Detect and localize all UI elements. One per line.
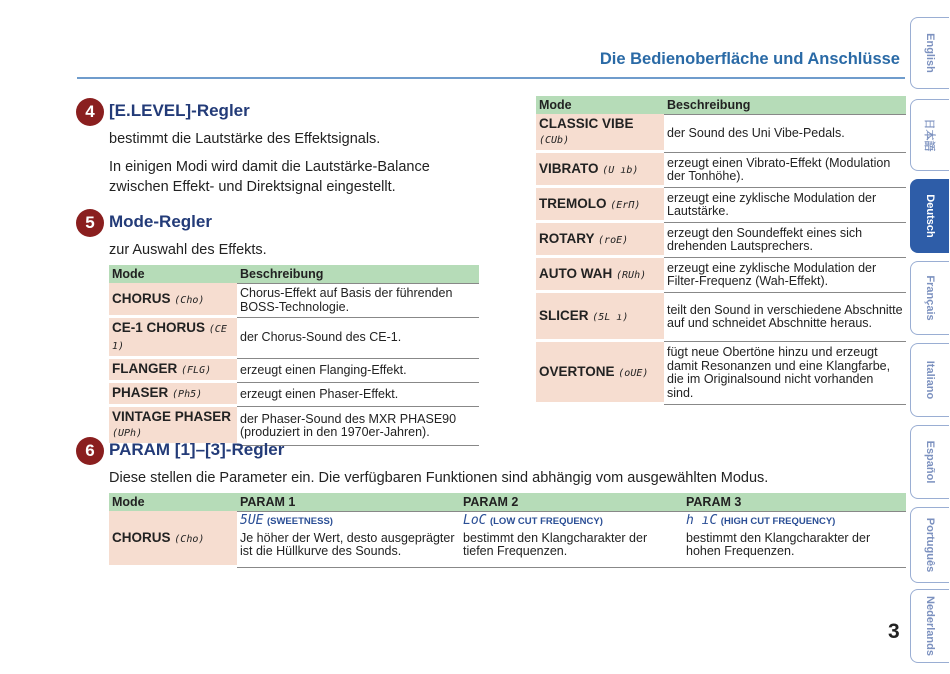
column-header-mode: Mode: [109, 493, 237, 511]
mode-name-cell: CHORUS (Cho): [109, 511, 237, 568]
section-title-mode: Mode-Regler: [109, 212, 212, 231]
section-title-param: PARAM [1]–[3]-Regler: [109, 440, 285, 459]
param-table: [109, 493, 906, 568]
column-header-mode: Mode: [109, 265, 237, 283]
mode-description-cell: erzeugt eine zyklische Modulation der Lautstärke.: [664, 188, 906, 223]
mode-name-cell: FLANGER (FLG): [109, 359, 237, 383]
mode-name-cell: PHASER (Ph5): [109, 383, 237, 407]
column-header-param2: PARAM 2: [460, 493, 683, 511]
mode-description-cell: Chorus-Effekt auf Basis der führenden BOSS-Technologie.: [237, 283, 479, 318]
mode-description-cell: der Phaser-Sound des MXR PHASE90 (produziert in den 1970er-Jahren).: [237, 407, 479, 446]
mode-table-right: [536, 96, 906, 405]
column-header-param1: PARAM 1: [237, 493, 460, 511]
table-row: [536, 114, 906, 153]
table-row: [536, 223, 906, 258]
section-number-badge: 6: [76, 437, 104, 465]
tab-nederlands[interactable]: Nederlands: [910, 589, 949, 663]
mode-intro: zur Auswahl des Effekts.: [109, 242, 267, 258]
mode-description-cell: erzeugt einen Vibrato-Effekt (Modulation der Tonhöhe).: [664, 153, 906, 188]
mode-name-cell: OVERTONE (oUE): [536, 342, 664, 405]
table-row: [109, 511, 906, 568]
mode-description-cell: teilt den Sound in verschiedene Abschnitte auf und schneidet Abschnitte heraus.: [664, 293, 906, 342]
page-header-title: Die Bedienoberfläche und Anschlüsse: [599, 50, 900, 68]
header-divider: [77, 77, 905, 79]
param2-cell: LoC (LOW CUT FREQUENCY) bestimmt den Klangcharakter der tiefen Frequenzen.: [460, 511, 683, 568]
mode-name-cell: SLICER (5L ı): [536, 293, 664, 342]
mode-description-cell: der Sound des Uni Vibe-Pedals.: [664, 114, 906, 153]
mode-name-cell: CE-1 CHORUS (CE 1): [109, 318, 237, 359]
mode-description-cell: erzeugt einen Flanging-Effekt.: [237, 359, 479, 383]
mode-description-cell: fügt neue Obertöne hinzu und erzeugt damit Resonanzen und eine Klangfarbe, die im Originalsound nicht vorhanden sind.: [664, 342, 906, 405]
mode-description-cell: erzeugt einen Phaser-Effekt.: [237, 383, 479, 407]
tab-francais[interactable]: Français: [910, 261, 949, 335]
tab-deutsch[interactable]: Deutsch: [910, 179, 949, 253]
table-row: [536, 188, 906, 223]
elevel-note-line2: zwischen Effekt- und Direktsignal eingestellt.: [109, 179, 396, 195]
mode-description-cell: der Chorus-Sound des CE-1.: [237, 318, 479, 359]
table-row: [536, 153, 906, 188]
table-row: [109, 318, 479, 359]
column-header-description: Beschreibung: [664, 96, 906, 114]
column-header-param3: PARAM 3: [683, 493, 906, 511]
mode-name-cell: TREMOLO (ErП): [536, 188, 664, 223]
page-number: 3: [888, 620, 900, 643]
elevel-description: bestimmt die Lautstärke des Effektsignals.: [109, 131, 381, 147]
mode-table-left: [109, 265, 479, 446]
mode-name-cell: AUTO WAH (RUh): [536, 258, 664, 293]
tab-portugues[interactable]: Português: [910, 507, 949, 583]
section-number-badge: 4: [76, 98, 104, 126]
param-intro: Diese stellen die Parameter ein. Die verfügbaren Funktionen sind abhängig vom ausgewählten Modus.: [109, 470, 769, 486]
table-row: [536, 258, 906, 293]
table-row: [536, 293, 906, 342]
column-header-mode: Mode: [536, 96, 664, 114]
section-number-badge: 5: [76, 209, 104, 237]
mode-name-cell: ROTARY (roE): [536, 223, 664, 258]
mode-name-cell: VIBRATO (U ıb): [536, 153, 664, 188]
mode-name-cell: VINTAGE PHASER (UPh): [109, 407, 237, 446]
table-row: [536, 342, 906, 405]
table-row: [109, 283, 479, 318]
tab-italiano[interactable]: Italiano: [910, 343, 949, 417]
mode-name-cell: CHORUS (Cho): [109, 283, 237, 318]
table-row: [109, 359, 479, 383]
section-title-elevel: [E.LEVEL]-Regler: [109, 101, 250, 120]
table-row: [109, 383, 479, 407]
tab-english[interactable]: English: [910, 17, 949, 89]
tab-espanol[interactable]: Español: [910, 425, 949, 499]
column-header-description: Beschreibung: [237, 265, 479, 283]
param3-cell: h ıC (HIGH CUT FREQUENCY) bestimmt den Klangcharakter der hohen Frequenzen.: [683, 511, 906, 568]
param1-cell: 5UE (SWEETNESS) Je höher der Wert, desto ausgeprägter ist die Hüllkurve des Sounds.: [237, 511, 460, 568]
tab-japanese[interactable]: 日本語: [910, 99, 949, 171]
elevel-note-line1: In einigen Modi wird damit die Lautstärke-Balance: [109, 159, 430, 175]
mode-description-cell: erzeugt eine zyklische Modulation der Filter-Frequenz (Wah-Effekt).: [664, 258, 906, 293]
mode-description-cell: erzeugt den Soundeffekt eines sich drehenden Lautsprechers.: [664, 223, 906, 258]
mode-name-cell: CLASSIC VIBE (CUb): [536, 114, 664, 153]
